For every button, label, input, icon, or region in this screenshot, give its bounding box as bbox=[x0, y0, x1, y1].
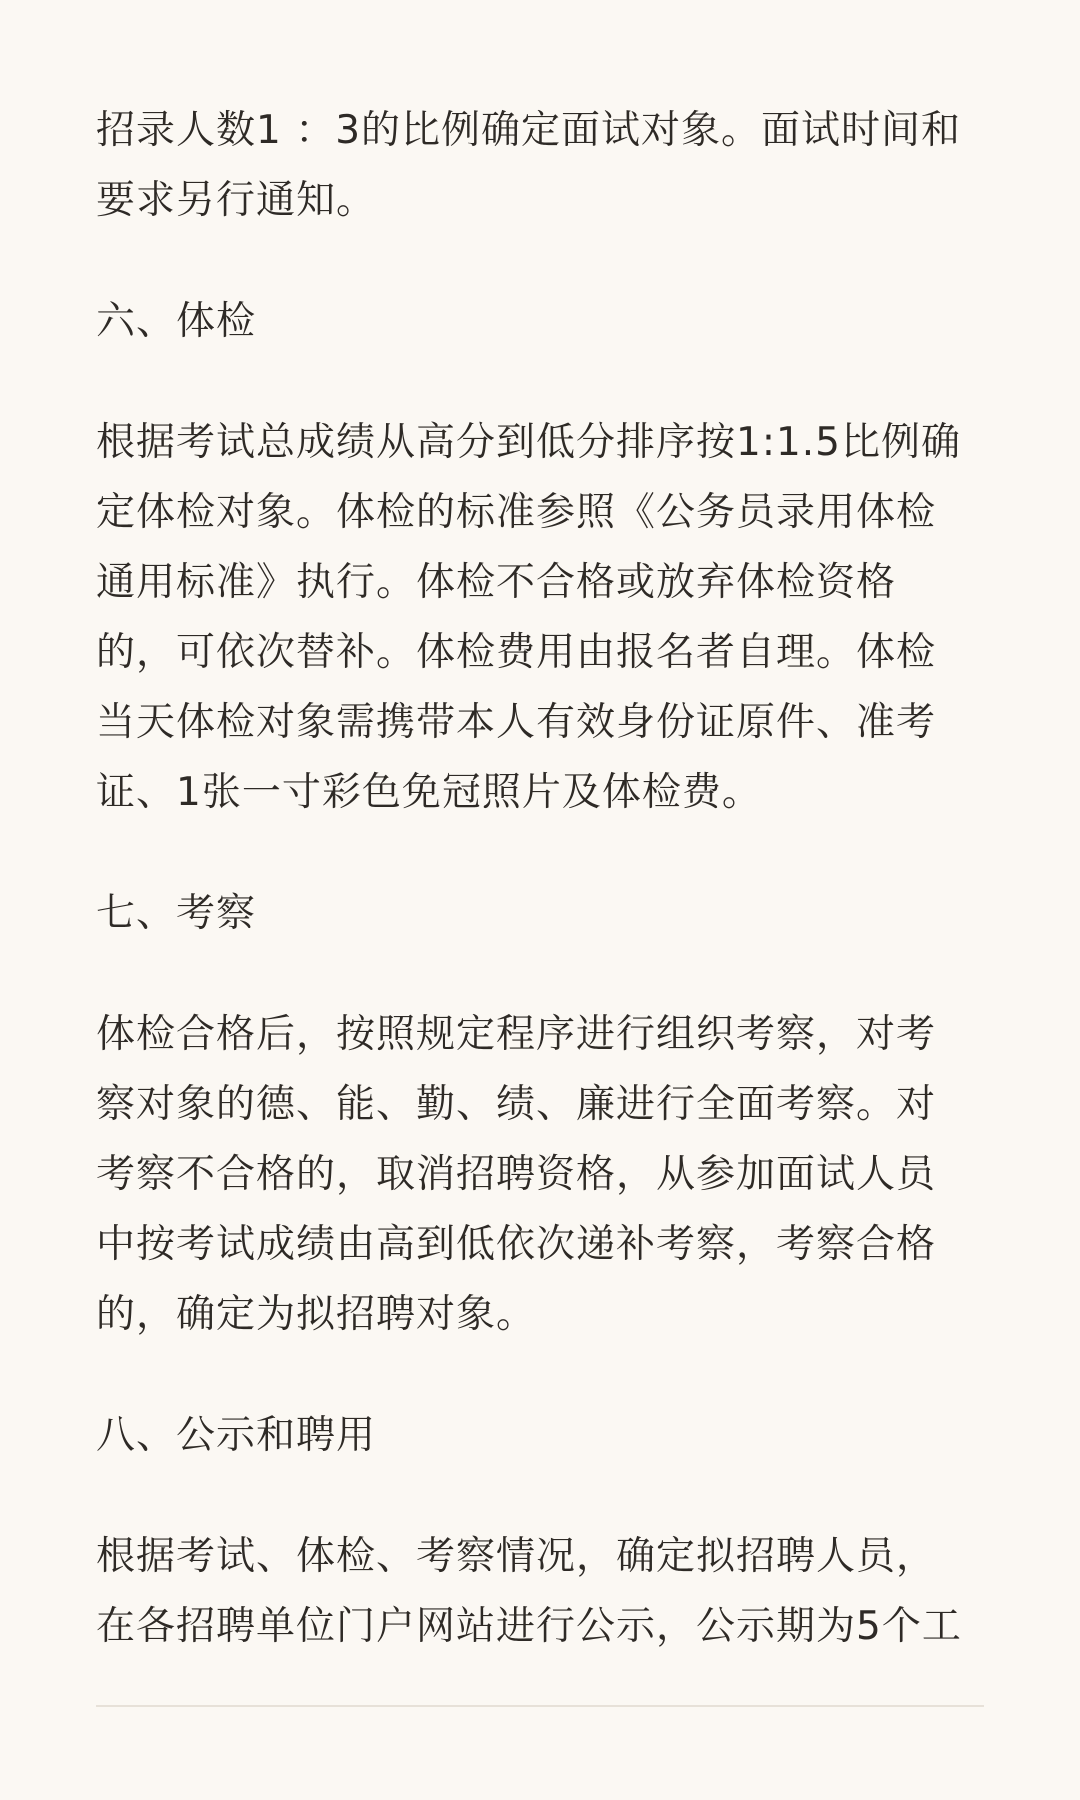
spacer bbox=[96, 357, 984, 408]
text-line: 招录人数1 ：3的比例确定面试对象。面试时间和 bbox=[96, 108, 962, 153]
text-line: 根据考试总成绩从高分到低分排序按1:1.5比例确 bbox=[96, 420, 961, 465]
paragraph-publicity-hiring bbox=[96, 1522, 984, 1662]
text-line: 要求另行通知。 bbox=[96, 178, 377, 223]
text-line: 的，可依次替补。体检费用由报名者自理。体检 bbox=[96, 630, 937, 675]
text-line: 在各招聘单位门户网站进行公示，公示期为5个工 bbox=[96, 1604, 962, 1649]
article-body bbox=[96, 96, 984, 1662]
text-line: 当天体检对象需携带本人有效身份证原件、准考 bbox=[96, 700, 937, 745]
text-line: 体检合格后，按照规定程序进行组织考察，对考 bbox=[96, 1012, 937, 1057]
text-line: 证、1张一寸彩色免冠照片及体检费。 bbox=[96, 770, 762, 815]
section-heading-physical-exam: 六、体检 bbox=[96, 299, 257, 344]
text-line: 考察不合格的，取消招聘资格，从参加面试人员 bbox=[96, 1152, 937, 1197]
paragraph-inspection bbox=[96, 1000, 984, 1350]
paragraph-physical-exam bbox=[96, 408, 984, 828]
text-line: 根据考试、体检、考察情况，确定拟招聘人员， bbox=[96, 1534, 937, 1579]
spacer bbox=[96, 1350, 984, 1401]
divider bbox=[96, 1705, 984, 1707]
section-heading-publicity-hiring: 八、公示和聘用 bbox=[96, 1413, 377, 1458]
spacer bbox=[96, 1471, 984, 1522]
spacer bbox=[96, 949, 984, 1000]
section-heading-inspection: 七、考察 bbox=[96, 891, 257, 936]
text-line: 的，确定为拟招聘对象。 bbox=[96, 1292, 537, 1337]
spacer bbox=[96, 236, 984, 287]
paragraph-interview-notice bbox=[96, 96, 984, 236]
text-line: 通用标准》执行。体检不合格或放弃体检资格 bbox=[96, 560, 897, 605]
spacer bbox=[96, 828, 984, 879]
text-line: 察对象的德、能、勤、绩、廉进行全面考察。对 bbox=[96, 1082, 937, 1127]
text-line: 定体检对象。体检的标准参照《公务员录用体检 bbox=[96, 490, 937, 535]
text-line: 中按考试成绩由高到低依次递补考察，考察合格 bbox=[96, 1222, 937, 1267]
